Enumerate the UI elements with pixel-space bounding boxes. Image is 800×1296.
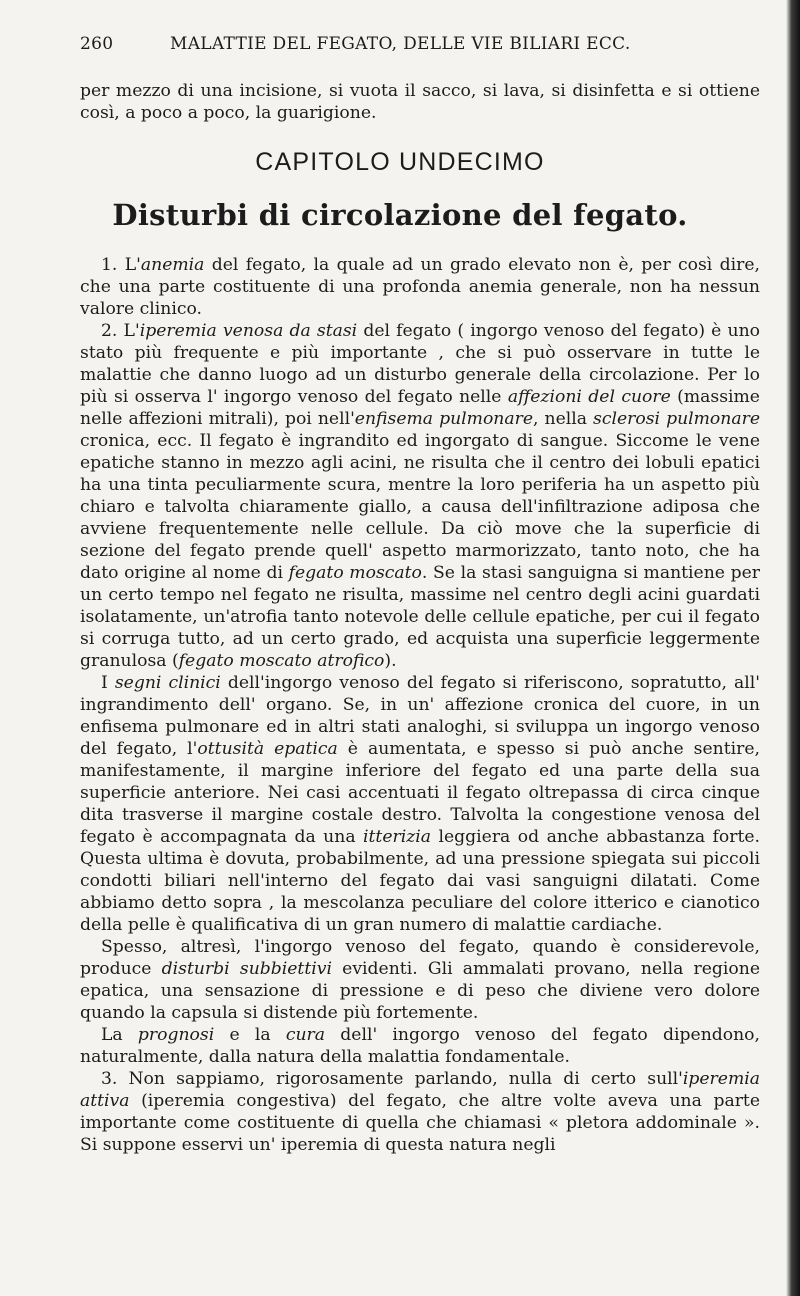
running-title: MALATTIE DEL FEGATO, DELLE VIE BILIARI ECC. xyxy=(170,34,631,54)
chapter-body xyxy=(80,254,760,1156)
text-run: dell' ingorgo venoso del fegato dipendono, naturalmente, dalla natura della malattia fondamentale. xyxy=(80,1025,760,1067)
text-run: del fegato, la quale ad un grado elevato non è, per così dire, che una parte costituente di una profonda anemia generale, non ha nessun valore clinico. xyxy=(80,255,760,319)
italic-term: itterizia xyxy=(363,827,432,847)
text-run: (massime nelle affezioni mitrali), poi nell' xyxy=(80,387,760,429)
italic-term: anemia xyxy=(140,255,205,275)
page-number: 260 xyxy=(80,34,114,54)
text-run: 3. Non sappiamo, rigorosamente parlando, nulla di certo sull' xyxy=(101,1069,683,1089)
intro-paragraph xyxy=(80,80,760,124)
paragraph-segni-clinici xyxy=(80,672,760,936)
text-run: dell'ingorgo venoso del fegato si riferiscono, sopratutto, all' ingrandimento dell' organo. Se, in un' affezione cronica del cuore, in un enfisema pulmonare ed in altri stati analoghi, si sviluppa un ingorgo venoso del fegato, l' xyxy=(80,673,760,759)
text-run: e la xyxy=(214,1025,286,1045)
text-run: leggiera od anche abbastanza forte. Questa ultima è dovuta, probabilmente, ad una pressione spiegata sui piccoli condotti biliari nell'interno del fegato dai vasi sanguigni dilatati. Come abbiamo detto sopra , la mescolanza peculiare del colore itterico e cianotico della pelle è qualificativa di un gran numero di malattie cardiache. xyxy=(80,827,760,935)
paragraph-iperemia-attiva xyxy=(80,1068,760,1156)
italic-term: cura xyxy=(285,1025,326,1045)
text-run: Spesso, altresì, l'ingorgo venoso del fegato, quando è considerevole, produce xyxy=(80,937,760,979)
paragraph-disturbi-subbiettivi xyxy=(80,936,760,1024)
text-run: I xyxy=(101,673,115,693)
intro-text: per mezzo di una incisione, si vuota il sacco, si lava, si disinfetta e si ottiene così, a poco a poco, la guarigione. xyxy=(80,81,760,123)
text-run: La xyxy=(101,1025,138,1045)
text-run: cronica, ecc. Il fegato è ingrandito ed ingorgato di sangue. Siccome le vene epatiche stanno in mezzo agli acini, ne risulta che il centro dei lobuli epatici ha una tinta peculiarmente scura, mentre la loro periferia ha un aspetto più chiaro e talvolta chiaramente giallo, a causa dell'infiltrazione adiposa che avviene frequentemente nelle cellule. Da ciò move che la superficie di sezione del fegato prende quell' aspetto marmorizzato, tanto noto, che ha dato origine al nome di xyxy=(80,431,760,583)
italic-term: iperemia attiva xyxy=(80,1069,760,1111)
italic-term: prognosi xyxy=(137,1025,215,1045)
italic-term: fegato moscato xyxy=(288,563,422,583)
text-run: 2. L' xyxy=(101,321,140,341)
italic-term: enfisema pulmonare xyxy=(354,409,533,429)
text-run: ). xyxy=(384,651,397,671)
chapter-title: Disturbi di circolazione del fegato. xyxy=(112,198,688,232)
text-run: 1. L' xyxy=(101,255,141,275)
italic-term: fegato moscato atrofico xyxy=(178,651,385,671)
paragraph-anemia xyxy=(80,254,760,320)
italic-term: disturbi subbiettivi xyxy=(161,959,332,979)
running-header xyxy=(80,34,770,56)
text-run: . Se la stasi sanguigna si mantiene per un certo tempo nel fegato ne risulta, massime nel centro degli acini guardati isolatamente, un'atrofia tanto notevole delle cellule epatiche, per cui il fegato si corruga tutto, ad un certo grado, ed acquista una superficie leggermente granulosa ( xyxy=(80,563,760,671)
text-run: del fegato ( ingorgo venoso del fegato) è uno stato più frequente e più importante , che si può osservare in tutte le malattie che danno luogo ad un disturbo generale della circolazione. Per lo più si osserva l' ingorgo venoso del fegato nelle xyxy=(80,321,760,407)
chapter-label: CAPITOLO UNDECIMO xyxy=(255,148,545,176)
paragraph-prognosi-cura xyxy=(80,1024,760,1068)
italic-term: segni clinici xyxy=(114,673,221,693)
text-run: è aumentata, e spesso si può anche sentire, manifestamente, il margine inferiore del fegato ed una parte della sua superficie anteriore. Nei casi accentuati il fegato oltrepassa di circa cinque dita trasverse il margine costale destro. Talvolta la congestione venosa del fegato è accompagnata da una xyxy=(80,739,760,847)
italic-term: iperemia venosa da stasi xyxy=(139,321,358,341)
text-run: (iperemia congestiva) del fegato, che altre volte aveva una parte importante come costituente di quella che chiamasi « pletora addominale ». Si suppone esservi un' iperemia di questa natura negli xyxy=(80,1091,760,1155)
paragraph-iperemia-venosa xyxy=(80,320,760,672)
italic-term: ottusità epatica xyxy=(197,739,338,759)
page-edge-shadow xyxy=(786,0,800,1296)
text-run: evidenti. Gli ammalati provano, nella regione epatica, una sensazione di pressione e di peso che diviene vero dolore quando la capsula si distende più fortemente. xyxy=(80,959,761,1023)
italic-term: affezioni del cuore xyxy=(507,387,671,407)
italic-term: sclerosi pulmonare xyxy=(593,409,760,429)
text-run: , nella xyxy=(533,409,594,429)
